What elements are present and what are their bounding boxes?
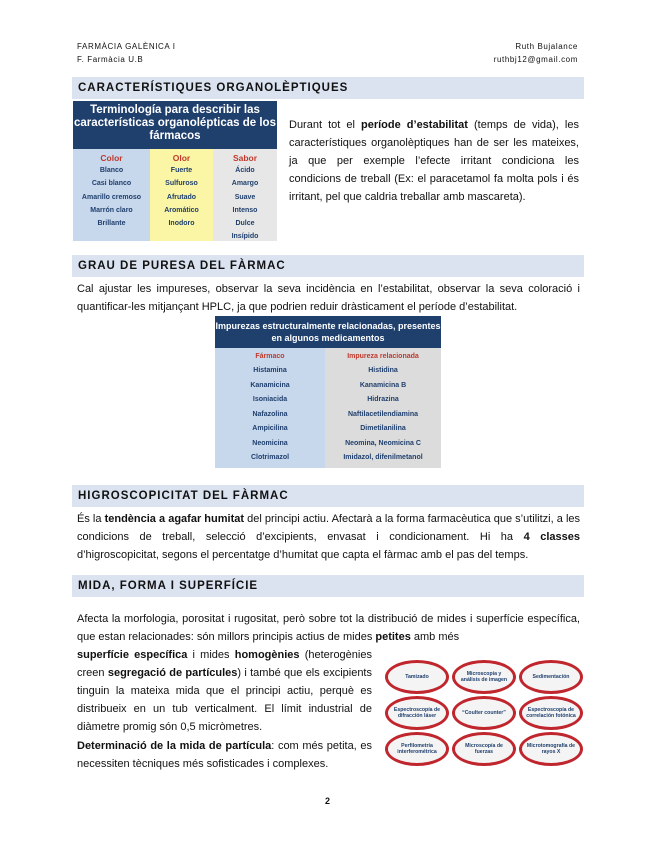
technique-oval: Espectroscopía de difracción láser bbox=[385, 696, 449, 730]
impurity-item: Hidrazina bbox=[367, 396, 399, 403]
hygroscopicity-paragraph: És la tendència a agafar humitat del principi actiu. Afectarà a la forma farmacèutica que s’utilitzi, a les condicions de treball, selecció d’excipients, envasat i condicionament. Hi ha 4 classes d’higroscopicitat, segons el percentatge d’humitat que capta el fàrmac amb el pas del temps. bbox=[77, 513, 581, 561]
sabor-item: Ácido bbox=[235, 167, 255, 174]
header-right bbox=[494, 40, 578, 66]
impurities-table bbox=[215, 316, 441, 468]
purity-paragraph: Cal ajustar les impureses, observar la seva incidència en l’estabilitat, observar la seva coloració i quantificar-les mitjançant HPLC, ja que podrien reduir dràsticament el període d’estabilitat. bbox=[77, 283, 580, 313]
drug-item: Isoniacida bbox=[252, 396, 288, 403]
organoleptic-table-title: Terminología para describir las características organolépticas de los fármacos bbox=[73, 101, 277, 149]
impurity-item: Kanamicina B bbox=[359, 381, 407, 389]
impurity-item: Neomina, Neomicina C bbox=[345, 439, 421, 447]
section-title-hygroscopicity: HIGROSCOPICITAT DEL FÀRMAC bbox=[72, 485, 584, 507]
technique-oval: Microscopía de fuerzas bbox=[452, 732, 516, 766]
organoleptic-table bbox=[73, 101, 277, 241]
drug-item: Kanamicina bbox=[250, 381, 290, 389]
impurity-header: Impureza relacionada bbox=[347, 353, 419, 360]
size-paragraph-body: superfície específica i mides homogènies (heterogènies creen segregació de partícules) i també que els excipients tinguin la mateixa mida que el principi actiu, perquè es distribueix en un tub verticalment. El límit industrial de diàmetre promig són 0,5 micròmetres. bbox=[77, 649, 372, 733]
technique-oval: “Coulter counter” bbox=[452, 696, 516, 730]
olor-column bbox=[150, 149, 213, 241]
impurity-item: Histidina bbox=[368, 367, 398, 374]
impurities-table-title: Impurezas estructuralmente relacionadas, presentes en algunos medicamentos bbox=[215, 316, 441, 348]
technique-oval: Microtomografía de rayos X bbox=[519, 732, 583, 766]
color-column bbox=[73, 149, 150, 241]
olor-item: Sulfuroso bbox=[165, 180, 198, 188]
olor-header: Olor bbox=[172, 153, 191, 163]
color-item: Amarillo cremoso bbox=[81, 193, 142, 201]
technique-oval: Microscopía y análisis de imagen bbox=[452, 660, 516, 694]
olor-item: Afrutado bbox=[166, 193, 197, 201]
drug-item: Ampicilina bbox=[252, 425, 288, 432]
sabor-item: Amargo bbox=[231, 180, 259, 188]
sabor-column bbox=[213, 149, 277, 241]
stability-paragraph: Durant tot el període d’estabilitat (temps de vida), les característiques organolèptiques han de ser les mateixes, ja que per exemple l’efecte irritant condiciona les condicions de treball (Ex: el paracetamol fa molta pols i és irritant, pel que caldria treballar amb mascareta). bbox=[289, 119, 579, 203]
sabor-item: Dulce bbox=[235, 220, 255, 228]
particle-size-techniques-diagram bbox=[383, 658, 585, 770]
color-item: Casi blanco bbox=[91, 180, 132, 188]
drug-header: Fármaco bbox=[255, 353, 285, 360]
impurity-item: Dimetilanilina bbox=[360, 425, 406, 432]
olor-item: Inodoro bbox=[168, 220, 195, 228]
impurity-item: Naftilacetilendiamina bbox=[347, 410, 419, 418]
section-title-purity: GRAU DE PURESA DEL FÀRMAC bbox=[72, 255, 584, 277]
page-number: 2 bbox=[324, 796, 330, 806]
impurity-column bbox=[325, 348, 441, 468]
olor-item: Aromático bbox=[164, 206, 199, 214]
color-item: Brillante bbox=[97, 220, 126, 228]
particle-size-paragraph: Determinació de la mida de partícula: com més petita, es necessiten tècniques més sofisticades i complexes. bbox=[77, 740, 372, 770]
author-name: Ruth Bujalance bbox=[515, 42, 578, 51]
header-left bbox=[77, 40, 176, 66]
size-paragraph-intro: Afecta la morfologia, porositat i rugositat, però sobre tot la distribució de mides i superfície específica, que estan relacionades: són millors principis actius de mides petites amb més bbox=[77, 613, 580, 643]
sabor-header: Sabor bbox=[232, 153, 258, 163]
drug-item: Histamina bbox=[253, 367, 287, 374]
color-item: Marrón claro bbox=[90, 206, 133, 214]
technique-oval: Tamizado bbox=[385, 660, 449, 694]
drug-item: Clotrimazol bbox=[250, 454, 290, 461]
drug-item: Nafazolina bbox=[252, 410, 288, 418]
technique-oval: Espectroscopía de correlación fotónica bbox=[519, 696, 583, 730]
technique-oval: Sedimentación bbox=[519, 660, 583, 694]
color-item: Blanco bbox=[99, 167, 124, 174]
color-header: Color bbox=[100, 153, 123, 163]
drug-column bbox=[215, 348, 325, 468]
author-email: ruthbj12@gmail.com bbox=[493, 55, 578, 64]
section-title-organoleptic: CARACTERÍSTIQUES ORGANOLÈPTIQUES bbox=[72, 77, 584, 99]
course-name: FARMÀCIA GALÈNICA I bbox=[77, 42, 176, 51]
technique-oval: Perfilometría interferométrica bbox=[385, 732, 449, 766]
olor-item: Fuerte bbox=[170, 167, 193, 174]
section-title-size-shape: MIDA, FORMA I SUPERFÍCIE bbox=[72, 575, 584, 597]
drug-item: Neomicina bbox=[252, 439, 288, 447]
sabor-item: Intenso bbox=[232, 206, 258, 214]
sabor-item: Suave bbox=[234, 193, 256, 201]
sabor-item: Insípido bbox=[231, 233, 259, 241]
impurity-item: Imidazol, difenilmetanol bbox=[343, 454, 423, 461]
faculty-name: F. Farmàcia U.B bbox=[77, 55, 144, 64]
